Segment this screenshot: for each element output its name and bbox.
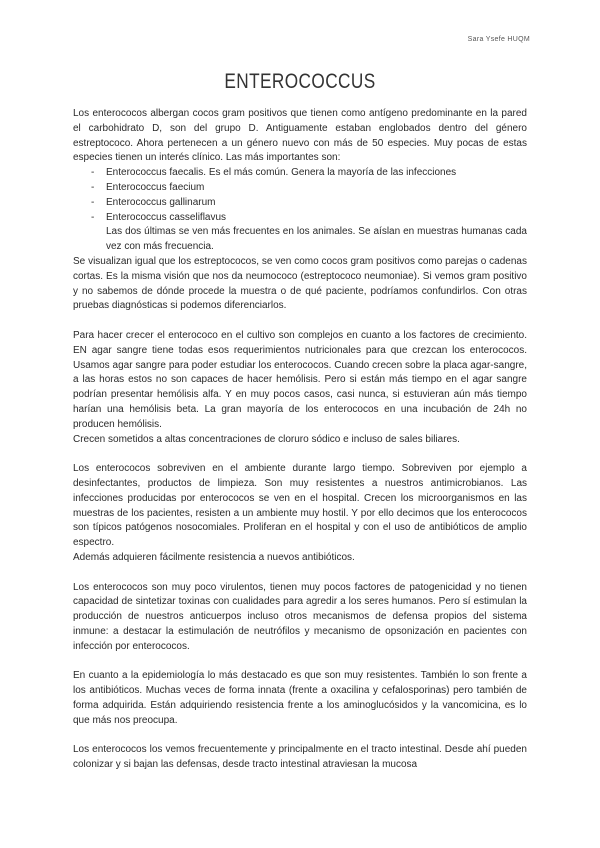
culture-paragraph: Para hacer crecer el enterococo en el cultivo son complejos en cuanto a los factores de crecimiento. EN agar sangre tiene todas esos requerimientos nutricionales para que crezcan los enterococos. Usamos agar sangre para poder estudiar los enterococos. Cuando crecen sobre la placa agar-sangre, a las horas estos no son capaces de hacer hemólisis. Pero si están más tiempo en el agar sangre podrían presentar hemólisis alfa. Y en muy pocos casos, casi nunca, si estuvieran aún más tiempo harían una hemólisis beta. La gran mayoría de los enterococos en una incubación de 24h no producen hemólisis. (73, 329, 527, 430)
species-item: - Enterococcus faecalis. Es el más común. Genera la mayoría de las infecciones (73, 166, 527, 181)
environment-paragraph-2: Además adquieren fácilmente resistencia a nuevos antibióticos. (73, 551, 355, 563)
visualization-paragraph: Se visualizan igual que los estreptococos, se ven como cocos gram positivos como parejas o cadenas cortas. Es la misma visión que nos da neumococo (estreptococo neumoniae). Si vemos gram positivo y no sabemos de dónde procede la muestra o de qué paciente, podríamos confundirlos. Con otras pruebas diagnósticas si podemos diferenciarlos. (73, 255, 527, 312)
location-paragraph: Los enterococos los vemos frecuentemente y principalmente en el tracto intestinal. Desde ahí pueden colonizar y si bajan las defensas, desde tracto intestinal atraviesan la mucosa (73, 744, 527, 771)
species-item: - Enterococcus gallinarum (73, 196, 527, 211)
author-header: Sara Ysefe HUQM (467, 36, 530, 43)
intro-paragraph: Los enterococos albergan cocos gram positivos que tienen como antígeno predominante en la pared el carbohidrato D, son del grupo D. Antiguamente estaban englobados dentro del género estreptococo. Ahora pertenecen a un género nuevo con más de 50 especies. Muy pocas de estas especies tienen un interés clínico. Las más importantes son: (73, 108, 527, 164)
environment-paragraph: Los enterococos sobreviven en el ambiente durante largo tiempo. Sobreviven por ejemplo a desinfectantes, productos de limpieza. Son muy resistentes a nuestros antimicrobianos. Las infecciones producidas por enterococos se ven en el hospital. Crecen los microorganismos en las muestras de los pacientes, resisten a un ambiente muy hostil. Y por ello decimos que los enterococos son típicos patógenos nosocomiales. Proliferan en el hospital y con el uso de antibióticos de amplio espectro. (73, 463, 527, 549)
virulence-paragraph: Los enterococos son muy poco virulentos, tienen muy pocos factores de patogenicidad y no tienen capacidad de sintetizar toxinas con cualidades para agredir a los seres humanos. Pero sí estimulan la producción de nuestros anticuerpos incluso otros mecanismos de defensa propios del sistema inmune: a destacar la estimulación de neutrófilos y mecanismo de opsonización en pacientes con infección por enterococos. (73, 581, 527, 652)
species-item: - Enterococcus faecium (73, 181, 527, 196)
document-body (73, 107, 527, 773)
species-list (73, 166, 527, 225)
culture-paragraph-2: Crecen sometidos a altas concentraciones de cloruro sódico e incluso de sales biliares. (73, 433, 460, 445)
epidemiology-paragraph: En cuanto a la epidemiología lo más destacado es que son muy resistentes. También lo son frente a los antibióticos. Muchas veces de forma innata (frente a oxacilina y cefalosporinas) pero también de forma adquirida. Están adquiriendo resistencia frente a los aminoglucósidos y la vancomicina, es lo que más nos preocupa. (73, 670, 527, 726)
species-note: Las dos últimas se ven más frecuentes en los animales. Se aíslan en muestras humanas cada vez con más frecuencia. (106, 226, 527, 253)
page-title: ENTEROCOCCUS (224, 70, 376, 93)
species-item: - Enterococcus casseliflavus (73, 211, 527, 226)
